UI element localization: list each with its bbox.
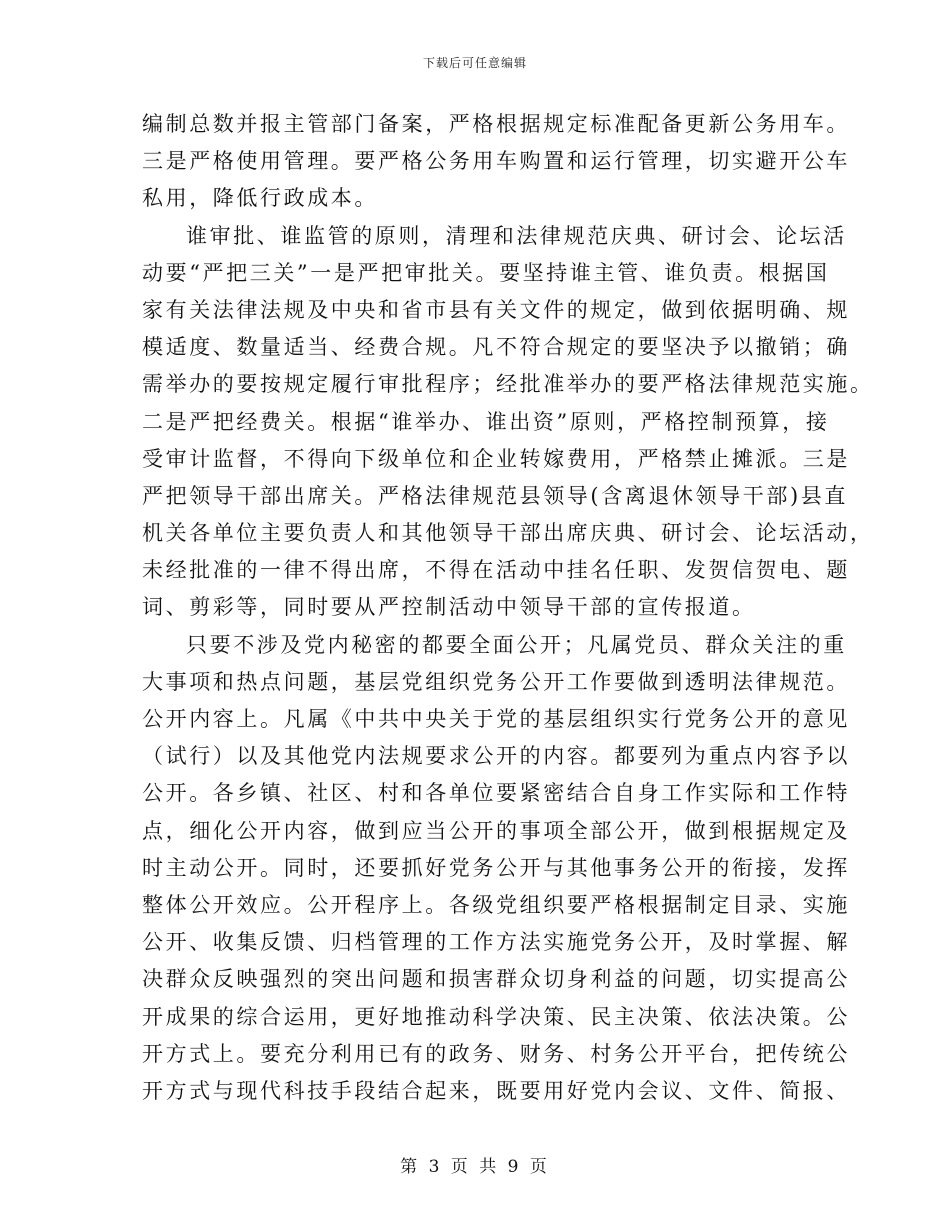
body-line: 开成果的综合运用，更好地推动科学决策、民主决策、依法决策。公 (142, 1004, 850, 1029)
body-line: 公开内容上。凡属《中共中央关于党的基层组织实行党务公开的意见 (142, 707, 850, 731)
body-line: 三是严格使用管理。要严格公务用车购置和运行管理，切实避开公车 (142, 149, 850, 174)
body-line: 严把领导干部出席关。严格法律规范县领导(含离退休领导干部)县直 (142, 483, 848, 508)
body-line: 模适度、数量适当、经费合规。凡不符合规定的要坚决予以撤销；确 (142, 335, 850, 360)
body-line: 公开、收集反馈、归档管理的工作方法实施党务公开，及时掌握、解 (142, 930, 850, 955)
body-line: 编制总数并报主管部门备案，严格根据规定标准配备更新公务用车。 (142, 112, 850, 136)
body-line: 开方式上。要充分利用已有的政务、财务、村务公开平台，把传统公 (142, 1041, 850, 1066)
body-line: 点，细化公开内容，做到应当公开的事项全部公开，做到根据规定及 (142, 818, 850, 843)
page-header: 下载后可任意编辑 (422, 56, 527, 70)
body-line: 动要“严把三关”一是严把审批关。要坚持谁主管、谁负责。根据国 (142, 260, 830, 285)
body-line: 决群众反映强烈的突出问题和损害群众切身利益的问题，切实提高公 (142, 967, 850, 992)
body-line: 时主动公开。同时，还要抓好党务公开与其他事务公开的衔接，发挥 (142, 855, 850, 880)
body-line: 需举办的要按规定履行审批程序；经批准举办的要严格法律规范实施。 (142, 372, 874, 397)
body-line: 家有关法律法规及中央和省市县有关文件的规定，做到依据明确、规 (142, 297, 850, 322)
body-line: 公开。各乡镇、社区、村和各单位要紧密结合自身工作实际和工作特 (142, 781, 850, 806)
body-line: 私用，降低行政成本。 (142, 186, 378, 211)
body-line: 谁审批、谁监管的原则，清理和法律规范庆典、研讨会、论坛活 (186, 223, 847, 248)
body-line: 开方式与现代科技手段结合起来，既要用好党内会议、文件、简报、 (142, 1078, 850, 1103)
body-line: 大事项和热点问题，基层党组织党务公开工作要做到透明法律规范。 (142, 669, 850, 694)
body-line: 只要不涉及党内秘密的都要全面公开；凡属党员、群众关注的重 (186, 632, 847, 657)
body-line: 未经批准的一律不得出席，不得在活动中挂名任职、发贺信贺电、题 (142, 558, 850, 583)
document-body (142, 106, 874, 1110)
page-number-footer: 第 3 页 共 9 页 (400, 1157, 550, 1177)
body-line: 机关各单位主要负责人和其他领导干部出席庆典、研讨会、论坛活动， (142, 521, 874, 546)
body-line: 二是严把经费关。根据“谁举办、谁出资”原则，严格控制预算，接 (142, 409, 830, 434)
body-line: 受审计监督，不得向下级单位和企业转嫁费用，严格禁止摊派。三是 (142, 446, 850, 471)
body-line: 整体公开效应。公开程序上。各级党组织要严格根据制定目录、实施 (142, 892, 850, 917)
body-line: （试行）以及其他党内法规要求公开的内容。都要列为重点内容予以 (142, 744, 850, 769)
body-line: 词、剪彩等，同时要从严控制活动中领导干部的宣传报道。 (142, 595, 756, 620)
